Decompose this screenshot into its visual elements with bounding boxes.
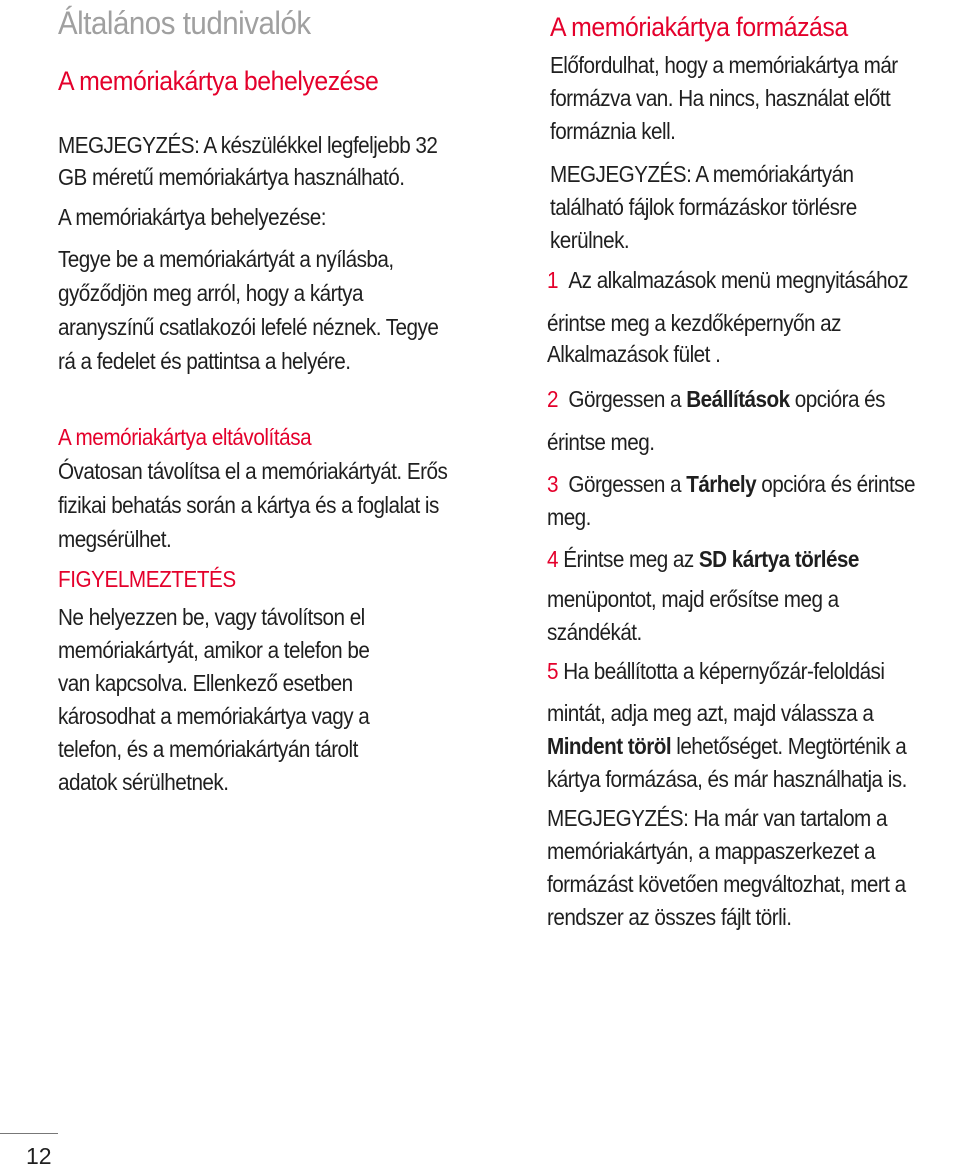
- warning-line: van kapcsolva. Ellenkező esetben: [58, 670, 353, 696]
- insert-subheading: A memóriakártya behelyezése:: [58, 204, 326, 230]
- step-1: [547, 266, 908, 294]
- warning-line: károsodhat a memóriakártya vagy a: [58, 703, 370, 729]
- step-keyword: SD kártya törlése: [698, 546, 859, 572]
- note2-line1: [550, 160, 854, 188]
- insert-heading: A memóriakártya behelyezése: [58, 66, 379, 96]
- remove-heading: A memóriakártya eltávolítása: [58, 424, 312, 450]
- step-keyword: Mindent töröl: [547, 733, 672, 759]
- step-5: [547, 657, 884, 685]
- step-5-line3: [547, 732, 906, 760]
- note2-text: A memóriakártyán: [691, 161, 854, 187]
- step-1-line3: Alkalmazások fület .: [547, 341, 721, 367]
- step-5-line4: kártya formázása, és már használhatja is.: [547, 766, 907, 792]
- step-4-line3: szándékát.: [547, 619, 642, 645]
- insert-line: aranyszínű csatlakozói lefelé néznek. Tegye: [58, 314, 439, 340]
- insert-line: Tegye be a memóriakártyát a nyílásba,: [58, 246, 394, 272]
- step-number: 2: [547, 386, 558, 412]
- remove-line: fizikai behatás során a kártya és a foglalat is: [58, 492, 439, 518]
- format-line: formázva van. Ha nincs, használat előtt: [550, 85, 891, 111]
- warning-heading: FIGYELMEZTETÉS: [58, 566, 236, 592]
- step-text: Érintse meg az: [557, 546, 699, 572]
- step-text: Az alkalmazások menü megnyitásához: [568, 267, 908, 293]
- step-text: lehetőséget. Megtörténik a: [671, 733, 907, 759]
- remove-line: megsérülhet.: [58, 526, 172, 552]
- step-text: Görgessen a: [568, 386, 687, 412]
- note3-text: Ha már van tartalom a: [688, 805, 887, 831]
- note2-label: MEGJEGYZÉS:: [550, 161, 692, 187]
- step-3-line2: meg.: [547, 504, 591, 530]
- note3-label: MEGJEGYZÉS:: [547, 805, 689, 831]
- format-heading: A memóriakártya formázása: [550, 12, 848, 42]
- step-text: Ha beállította a képernyőzár-feloldási: [557, 658, 885, 684]
- section-title: Általános tudnivalók: [58, 5, 311, 41]
- insert-line: rá a fedelet és pattintsa a helyére.: [58, 348, 351, 374]
- note2-line: található fájlok formázáskor törlésre: [550, 194, 857, 220]
- note1-line2: GB méretű memóriakártya használható.: [58, 164, 405, 190]
- step-2: [547, 385, 885, 413]
- step-2-line2: érintse meg.: [547, 429, 655, 455]
- step-4-line2: menüpontot, majd erősítse meg a: [547, 586, 839, 612]
- step-1-line2: érintse meg a kezdőképernyőn az: [547, 310, 841, 336]
- step-5-line2: mintát, adja meg azt, majd válassza a: [547, 700, 874, 726]
- warning-line: Ne helyezzen be, vagy távolítson el: [58, 604, 365, 630]
- remove-line: Óvatosan távolítsa el a memóriakártyát. Erős: [58, 458, 448, 484]
- note3-line: memóriakártyán, a mappaszerkezet a: [547, 838, 875, 864]
- step-4: [547, 545, 859, 573]
- step-number: 1: [547, 267, 558, 293]
- step-number: 5: [547, 658, 558, 684]
- step-text: opcióra és érintse: [756, 471, 915, 497]
- step-text: Görgessen a: [568, 471, 687, 497]
- note1-label: MEGJEGYZÉS:: [58, 132, 200, 158]
- insert-line: győződjön meg arról, hogy a kártya: [58, 280, 363, 306]
- step-text: opcióra és: [789, 386, 885, 412]
- note3-line1: [547, 804, 887, 832]
- step-3: [547, 470, 915, 498]
- footer-rule: [0, 1133, 58, 1134]
- note1-text: A készülékkel legfeljebb 32: [199, 132, 438, 158]
- format-line: Előfordulhat, hogy a memóriakártya már: [550, 52, 898, 78]
- format-line: formáznia kell.: [550, 118, 676, 144]
- step-keyword: Tárhely: [686, 471, 757, 497]
- warning-line: adatok sérülhetnek.: [58, 769, 229, 795]
- step-number: 4: [547, 546, 558, 572]
- step-keyword: Beállítások: [686, 386, 790, 412]
- note3-line: formázást követően megváltozhat, mert a: [547, 871, 906, 897]
- warning-line: memóriakártyát, amikor a telefon be: [58, 637, 370, 663]
- note2-line: kerülnek.: [550, 227, 630, 253]
- note1-line1: [58, 131, 437, 159]
- page-number: 12: [26, 1143, 52, 1169]
- step-number: 3: [547, 471, 558, 497]
- note3-line: rendszer az összes fájlt törli.: [547, 904, 792, 930]
- warning-line: telefon, és a memóriakártyán tárolt: [58, 736, 358, 762]
